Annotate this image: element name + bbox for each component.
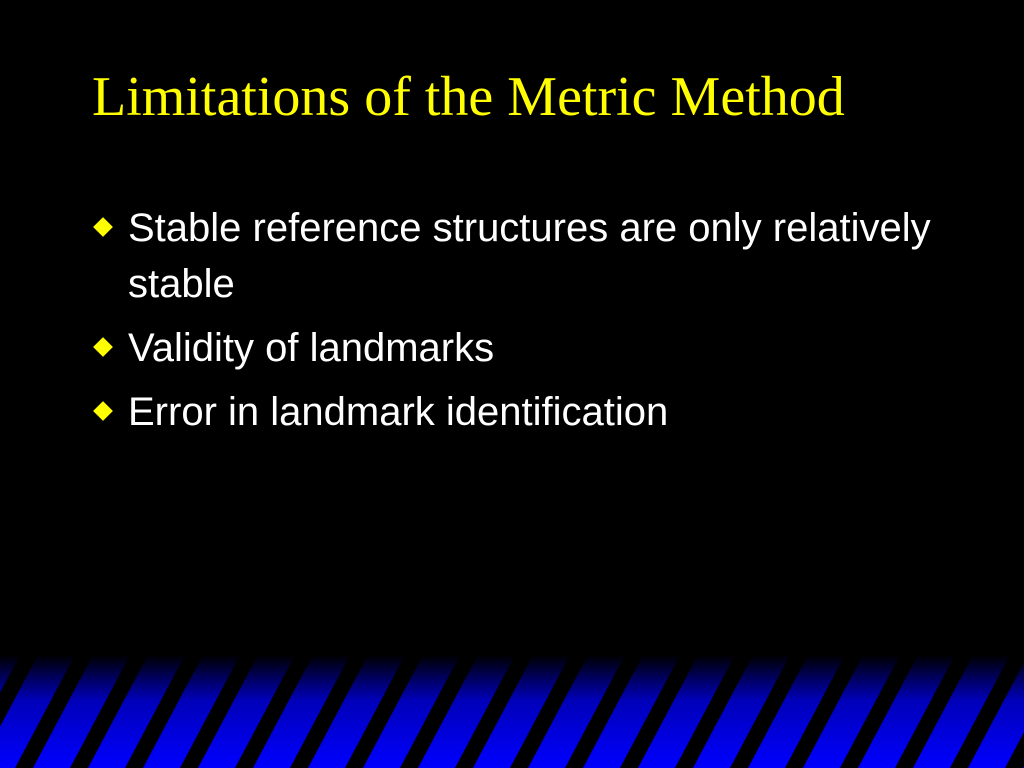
diamond-bullet-icon	[93, 401, 113, 421]
bullet-text: Error in landmark identification	[128, 390, 669, 434]
decorative-striped-band	[0, 655, 1024, 768]
slide-title: Limitations of the Metric Method	[92, 66, 845, 128]
diagonal-stripes-graphic	[0, 655, 1024, 768]
bullet-item	[92, 200, 972, 312]
bullet-text: Validity of landmarks	[128, 326, 495, 370]
bullet-text: Stable reference structures are only relatively stable	[128, 206, 931, 306]
diamond-bullet-icon	[93, 217, 113, 237]
bullet-item	[92, 384, 972, 440]
bullet-item	[92, 320, 972, 376]
bullet-list	[92, 200, 972, 448]
diamond-bullet-icon	[93, 337, 113, 357]
